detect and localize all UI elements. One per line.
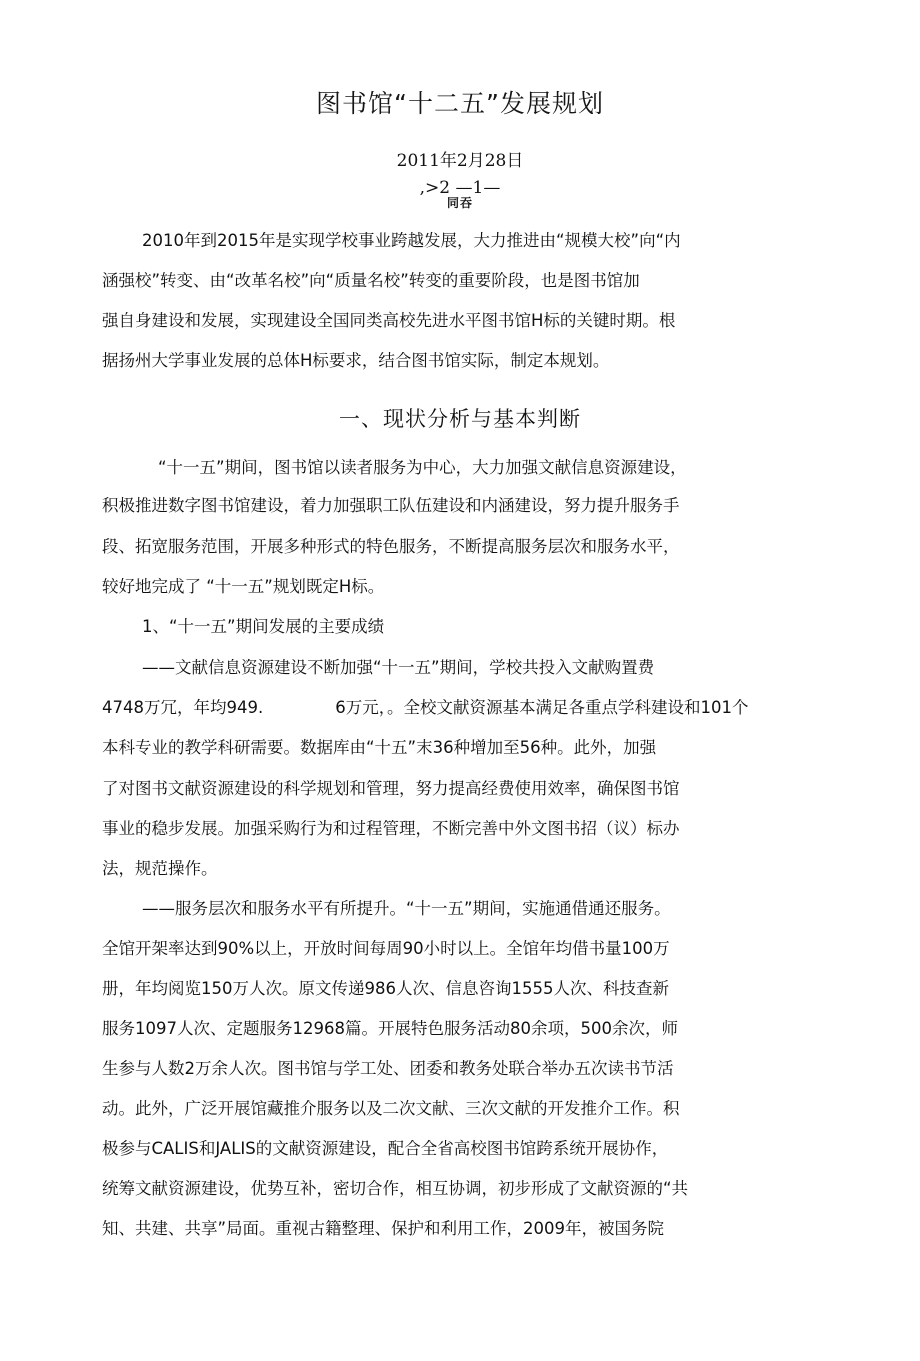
paragraph-line: 段、拓宽服务范围，开展多种形式的特色服务，不断提高服务层次和服务水平，: [102, 537, 680, 556]
paragraph-line: 全馆开架率达到90%以上，开放时间每周90小时以上。全馆年均借书量100万: [102, 939, 670, 958]
stamp-mark-caption: 同吞: [446, 196, 473, 210]
paragraph-line: 统筹文献资源建设，优势互补，密切合作，相互协调，初步形成了文献资源的“共: [102, 1179, 689, 1198]
paragraph-line: 本科专业的教学科研需要。数据库由“十五”末36种增加至56种。此外，加强: [102, 738, 657, 757]
intro-line: 2010年到2015年是实现学校事业跨越发展，大力推进由“规模大校”向“内: [142, 231, 681, 250]
paragraph-line: [102, 696, 822, 720]
subheading: 1、“十一五”期间发展的主要成绩: [142, 617, 385, 636]
intro-line: 强自身建设和发展，实现建设全国同类高校先进水平图书馆H标的关键时期。根: [102, 311, 676, 330]
paragraph-line: 生参与人数2万余人次。图书馆与学工处、团委和教务处联合举办五次读书节活: [102, 1059, 674, 1078]
paragraph-line: 服务1097人次、定题服务12968篇。开展特色服务活动80余项，500余次，师: [102, 1019, 678, 1038]
paragraph-line: 法，规范操作。: [102, 859, 218, 878]
paragraph-line: 动。此外，广泛开展馆藏推介服务以及二次文献、三次文献的开发推介工作。积: [102, 1099, 680, 1118]
paragraph-line: 了对图书文献资源建设的科学规划和管理，努力提高经费使用效率，确保图书馆: [102, 779, 680, 798]
paragraph-line: “十一五”期间，图书馆以读者服务为中心，大力加强文献信息资源建设，: [158, 458, 687, 477]
stamp-mark: ,>2 —1—: [419, 178, 501, 198]
paragraph-line: 较好地完成了 “十一五”规划既定H标。: [102, 577, 385, 596]
paragraph-line: 极参与CALIS和JALIS的文献资源建设，配合全省高校图书馆跨系统开展协作，: [102, 1139, 669, 1158]
paragraph-line: 积极推进数字图书馆建设，着力加强职工队伍建设和内涵建设，努力提升服务手: [102, 496, 680, 515]
paragraph-line: 知、共建、共享”局面。重视古籍整理、保护和利用工作，2009年，被国务院: [102, 1219, 665, 1238]
paragraph-line: ——文献信息资源建设不断加强“十一五”期间，学校共投入文献购置费: [142, 658, 655, 677]
intro-line: 涵强校”转变、由“改革名校”向“质量名校”转变的重要阶段，也是图书馆加: [102, 271, 640, 290]
paragraph-text: 4748万冗，年均949.: [102, 698, 264, 717]
paragraph-line: 事业的稳步发展。加强采购行为和过程管理，不断完善中外文图书招（议）标办: [102, 819, 680, 838]
paragraph-text: 6万元，。全校文献资源基本满足各重点学科建设和101个: [335, 698, 749, 717]
document-date: 2011年2月28日: [396, 151, 524, 171]
section-heading: 一、现状分析与基本判断: [339, 407, 581, 431]
intro-line: 据扬州大学事业发展的总体H标要求，结合图书馆实际，制定本规划。: [102, 351, 610, 370]
document-title: 图书馆“十二五”发展规划: [316, 89, 604, 118]
paragraph-line: ——服务层次和服务水平有所提升。“十一五”期间，实施通借通还服务。: [142, 899, 671, 918]
paragraph-line: 册，年均阅览150万人次。原文传递986人次、信息咨询1555人次、科技查新: [102, 979, 669, 998]
